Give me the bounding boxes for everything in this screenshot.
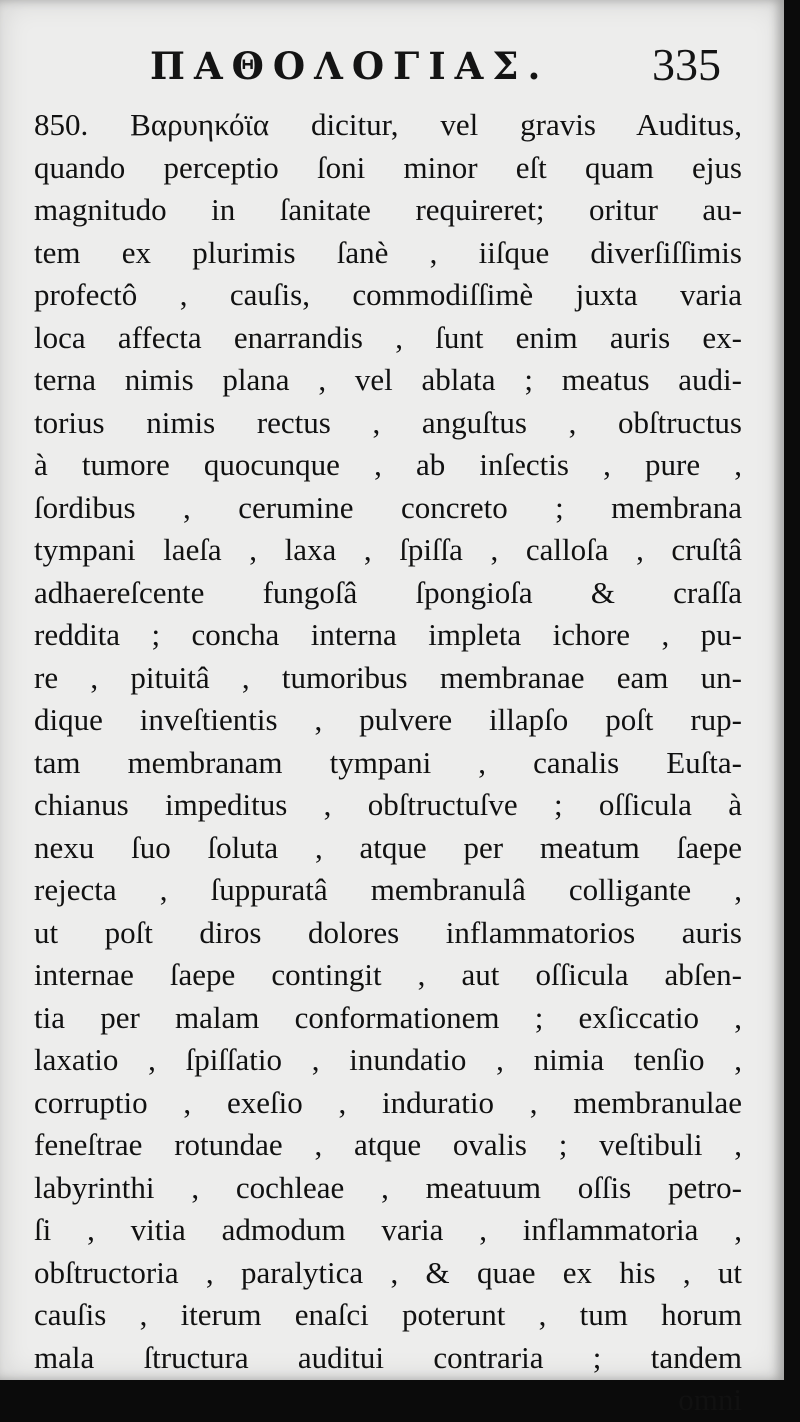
text-line: laxatio , ſpiſſatio , inundatio , nimia tenſio , [34,1042,742,1077]
text-line: magnitudo in ſanitate requireret; oritur au- [34,192,742,227]
catchword: omni [678,1382,742,1417]
text-line: internae ſaepe contingit , aut oſſicula abſen- [34,957,742,992]
text-line: tia per malam conformationem ; exſiccatio , [34,999,742,1035]
text-line: nexu ſuo ſoluta , atque per meatum ſaepe [34,829,742,865]
text-line: rejecta , ſuppuratâ membranulâ colligante , [34,872,742,907]
text-line: feneſtrae rotundae , atque ovalis ; veſtibuli , [34,1127,742,1162]
text-line: profectô , cauſis, commodiſſimè juxta varia [34,277,742,312]
text-line: labyrinthi , cochleae , meatuum oſſis petro- [34,1169,742,1205]
text-line: adhaereſcente fungoſâ ſpongioſa & craſſa [34,574,742,610]
text-line: à tumore quocunque , ab inſectis , pure , [34,447,742,482]
text-line: tem ex plurimis ſanè , iiſque diverſiſſimis [34,234,742,270]
text-line: loca affecta enarrandis , ſunt enim auris ex- [34,319,742,355]
text-line: terna nimis plana , vel ablata ; meatus audi- [34,362,742,397]
text-line: reddita ; concha interna impleta ichore , pu- [34,617,742,652]
text-line: obſtructoria , paralytica , & quae ex his , ut [34,1254,742,1290]
running-title: ΠΑΘΟΛΟΓΙΑΣ. [150,44,550,88]
text-line: quando perceptio ſoni minor eſt quam ejus [34,149,742,185]
text-line: tympani laeſa , laxa , ſpiſſa , calloſa , cruſtâ [34,532,742,567]
text-line: ſi , vitia admodum varia , inflammatoria , [34,1212,742,1247]
text-line: dique inveſtientis , pulvere illapſo poſt rup- [34,702,742,737]
paragraph-850 [34,104,742,1422]
page-header [0,39,784,100]
text-line: tam membranam tympani , canalis Euſta- [34,744,742,780]
text-line: ſordibus , cerumine concreto ; membrana [34,489,742,525]
text-line: corruptio , exeſio , induratio , membranulae [34,1084,742,1120]
text-line: cauſis , iterum enaſci poterunt , tum horum [34,1297,742,1332]
text-line: mala ſtructura auditui contraria ; tandem [34,1339,742,1375]
text-line: torius nimis rectus , anguſtus , obſtructus [34,404,742,440]
text-line: ut poſt diros dolores inflammatorios auris [34,914,742,950]
text-line: re , pituitâ , tumoribus membranae eam un- [34,659,742,695]
text-line: 850. Βαρυηκόϊα dicitur, vel gravis Auditus, [34,107,742,142]
text-line: chianus impeditus , obſtructuſve ; oſſicula à [34,787,742,822]
page-number: 335 [652,39,721,90]
